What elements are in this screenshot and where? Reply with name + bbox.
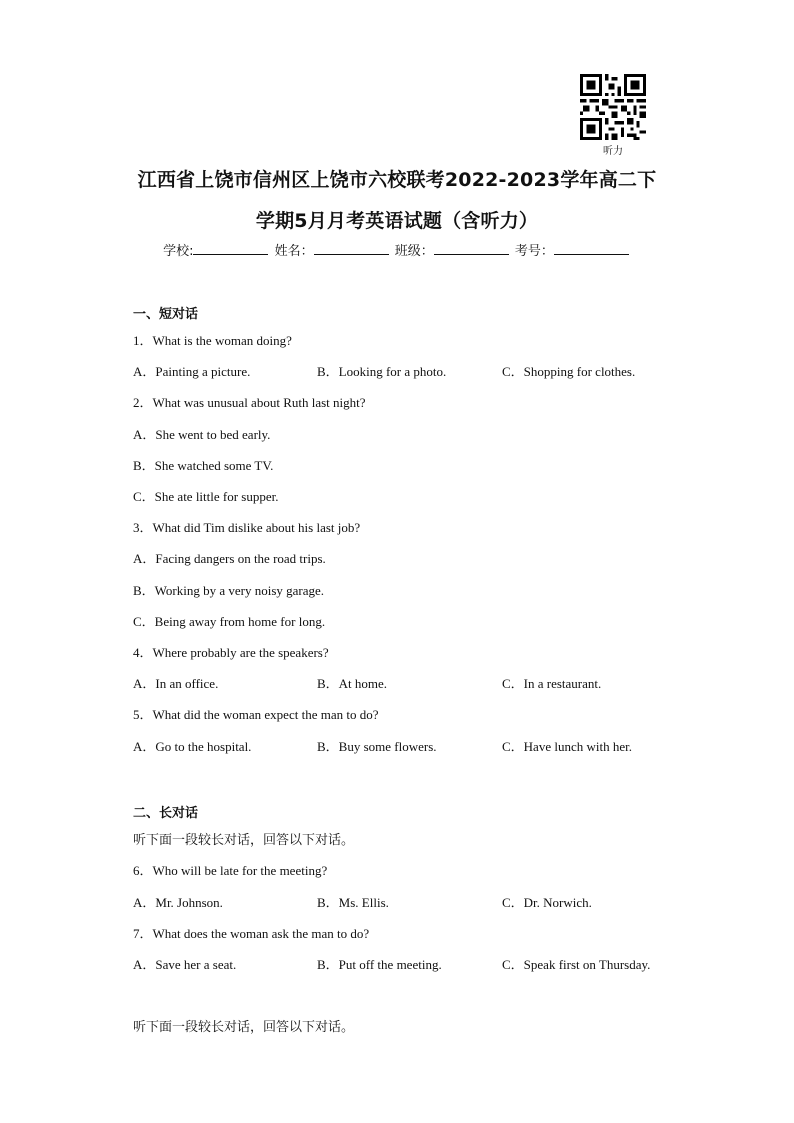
q6-option-b: B．Ms. Ellis. xyxy=(317,895,389,910)
q4-option-c: C．In a restaurant. xyxy=(502,676,602,691)
q5-option-c: C．Have lunch with her. xyxy=(502,739,632,754)
q7-option-a: A．Save her a seat. xyxy=(133,957,237,972)
section1-heading: 一、短对话 xyxy=(133,307,199,322)
question-4: 4．Where probably are the speakers? xyxy=(133,645,329,660)
section2-heading: 二、长对话 xyxy=(133,806,199,821)
number-label: 考号： xyxy=(514,244,554,259)
qr-caption: 听力 xyxy=(603,146,623,157)
question-5: 5．What did the woman expect the man to do? xyxy=(133,707,379,722)
question-2: 2．What was unusual about Ruth last night? xyxy=(133,395,366,410)
q6-option-c: C．Dr. Norwich. xyxy=(502,895,592,910)
number-blank[interactable] xyxy=(554,242,629,255)
q3-option-b: B．Working by a very noisy garage. xyxy=(133,583,325,598)
q1-option-a: A．Painting a picture. xyxy=(133,364,251,379)
q5-option-b: B．Buy some flowers. xyxy=(317,739,437,754)
title-line-1: 江西省上饶市信州区上饶市六校联考2022-2023学年高二下 xyxy=(137,169,657,191)
question-6: 6．Who will be late for the meeting? xyxy=(133,863,328,878)
school-label: 学校: xyxy=(163,244,194,259)
section2-instruction-1: 听下面一段较长对话，回答以下对话。 xyxy=(133,833,355,848)
q2-option-c: C．She ate little for supper. xyxy=(133,489,279,504)
question-7: 7．What does the woman ask the man to do? xyxy=(133,926,370,941)
q1-option-c: C．Shopping for clothes. xyxy=(502,364,636,379)
q4-option-b: B．At home. xyxy=(317,676,388,691)
q4-option-a: A．In an office. xyxy=(133,676,219,691)
q2-option-a: A．She went to bed early. xyxy=(133,427,271,442)
q1-option-b: B．Looking for a photo. xyxy=(317,364,447,379)
class-blank[interactable] xyxy=(434,242,509,255)
question-3: 3．What did Tim dislike about his last job? xyxy=(133,520,361,535)
q5-option-a: A．Go to the hospital. xyxy=(133,739,252,754)
class-label: 班级： xyxy=(394,244,434,259)
qr-code-icon xyxy=(580,74,646,140)
school-blank[interactable] xyxy=(193,242,268,255)
title-line-2: 学期5月月考英语试题（含听力） xyxy=(255,210,539,232)
q7-option-b: B．Put off the meeting. xyxy=(317,957,442,972)
q6-option-a: A．Mr. Johnson. xyxy=(133,895,223,910)
q3-option-c: C．Being away from home for long. xyxy=(133,614,326,629)
q2-option-b: B．She watched some TV. xyxy=(133,458,274,473)
question-1: 1．What is the woman doing? xyxy=(133,333,292,348)
q7-option-c: C．Speak first on Thursday. xyxy=(502,957,651,972)
name-blank[interactable] xyxy=(314,242,389,255)
q3-option-a: A．Facing dangers on the road trips. xyxy=(133,551,326,566)
section2-instruction-2: 听下面一段较长对话，回答以下对话。 xyxy=(133,1020,355,1035)
name-label: 姓名： xyxy=(274,244,314,259)
student-info-fields xyxy=(0,240,794,259)
